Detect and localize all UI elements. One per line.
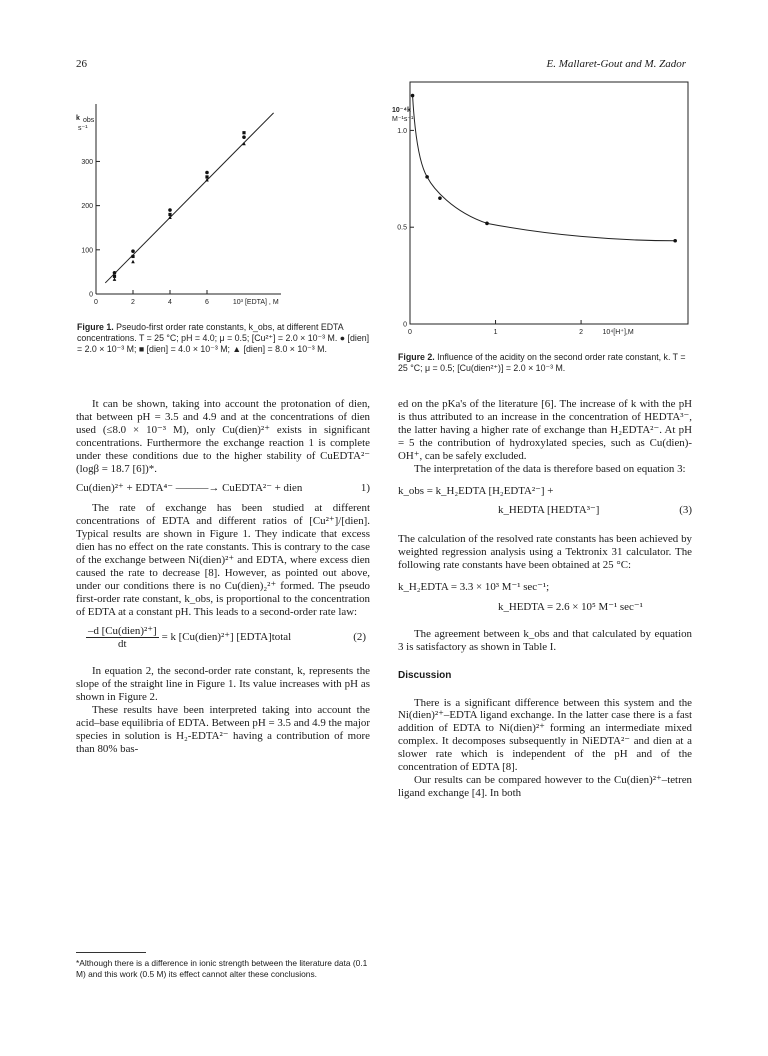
figure-1-caption-text: Pseudo-first order rate constants, k_obs, at different EDTA concentrations. T = 25 °C; pH = 4.0; μ = 0.5; [Cu²⁺] = 2.0 × 10⁻³ M. ● [dien] = 2.0 × 10⁻³ M; ■ [dien] = 4.0 × 10⁻³ M; ▲ [dien] = 8.0 × 10⁻³ M. (77, 322, 370, 354)
data-point (411, 94, 415, 98)
page-number: 26 (76, 58, 87, 70)
x-tick-label: 6 (205, 299, 209, 306)
data-point-circle (205, 171, 209, 175)
y-tick-label: 1.0 (397, 127, 407, 135)
equation-1-arrow: ———→ (175, 482, 220, 495)
y-axis-unit: s⁻¹ (78, 125, 88, 132)
x-tick-label: 0 (408, 329, 412, 336)
equation-3-number: (3) (679, 504, 692, 517)
x-tick-label: 1 (493, 329, 498, 336)
figure-1-caption (77, 322, 371, 355)
data-point-circle (242, 135, 246, 139)
data-point (425, 175, 429, 179)
left-paragraph-2: The rate of exchange has been studied at different concentrations of EDTA and different ratios of [Cu²⁺]/[dien]. Typical results are shown in Figure 1. They indicate that excess dien has no effect on the rate constants. This is contrary to the case of the exchange between Ni(dien)²⁺ and EDTA, where excess dien caused the rate to decrease [8]. However, as pointed out above, under our conditions there is no Cu(dien)₂²⁺ formed. The pseudo first-order rate constant, k_obs, is proportional to the concentration of EDTA at a constant pH. This leads to a second-order rate law: (76, 502, 370, 618)
figure-2 (388, 78, 693, 348)
series-curve (413, 96, 676, 241)
y-axis-unit: M⁻¹s⁻¹ (392, 116, 414, 123)
right-paragraph-4: The agreement between k_obs and that calculated by equation 3 is satisfactory as shown in Table I. (398, 627, 692, 653)
y-axis-label: k (76, 115, 80, 122)
y-tick-label: 0 (89, 291, 93, 299)
data-point (438, 196, 442, 200)
data-point (673, 239, 677, 243)
right-paragraph-6: Our results can be compared however to the Cu(dien)²⁺–tetren ligand exchange [4]. In both (398, 773, 692, 799)
x-axis-label: 10⁴[H⁺],M (602, 329, 634, 336)
equation-1-number: 1) (360, 482, 370, 495)
footnote-rule (76, 952, 146, 953)
figure-1 (70, 98, 300, 318)
y-axis-label: 10⁻⁴k (392, 107, 411, 114)
rate-constant-2: k_HEDTA = 2.6 × 10⁵ M⁻¹ sec⁻¹ (498, 600, 643, 613)
equation-3-line-2: k_HEDTA [HEDTA³⁻] (498, 504, 600, 517)
x-tick-label: 2 (579, 329, 584, 336)
y-axis-label-sub: obs (83, 117, 95, 124)
left-paragraph-4: These results have been interpreted taking into account the acid–base equilibria of EDTA. Between pH = 3.5 and 4.9 the major species in solution is H₂-EDTA²⁻ having a contribution of more than 80% bas- (76, 704, 370, 755)
data-point-triangle (113, 277, 117, 281)
equation-3-line-1: k_obs = k_H₂EDTA [H₂EDTA²⁻] + (398, 485, 554, 498)
left-paragraph-1: It can be shown, taking into account the protonation of dien, that between pH = 3.5 and 4.9 and at the concentrations of dien used (≤8.0 × 10⁻³ M), only Cu(dien)²⁺ exists in significant concentrations. Furthermore the exchange reaction 1 is complete under these conditions due to the higher stability of CuEDTA²⁻ (logβ = 18.7 [6])*. (76, 398, 370, 475)
right-paragraph-3: The calculation of the resolved rate constants has been achieved by weighted regression analysis using a Tektronix 31 calculator. The following rate constants have been obtained at 25 °C: (398, 533, 692, 572)
x-tick-label: 2 (131, 299, 135, 306)
y-tick-label: 0 (403, 321, 407, 329)
data-point-circle (113, 271, 117, 275)
data-point-circle (168, 208, 172, 212)
data-point-triangle (131, 260, 135, 264)
data-point (485, 222, 489, 226)
equation-2-right: = k [Cu(dien)²⁺] [EDTA]total (161, 631, 292, 644)
data-point-circle (131, 249, 135, 253)
fit-line (105, 113, 273, 283)
right-paragraph-1: ed on the pKa's of the literature [6]. The increase of k with the pH is thus attributed to an increase in the concentration of HEDTA³⁻, the latter having a higher rate of exchange than H₂EDTA²⁻. At pH = 5 the contribution of hydroxylated species, such as Cu(dien)-OH⁺, can be safely excluded. (398, 398, 692, 462)
equation-2-number: (2) (353, 631, 366, 644)
equation-2-denominator: dt (118, 638, 127, 651)
left-paragraph-3: In equation 2, the second-order rate constant, k, represents the slope of the straight line in Figure 1. Its value increases with pH as shown in Figure 2. (76, 665, 370, 704)
figure-1-caption-title: Figure 1. (77, 322, 114, 332)
figure-2-caption (398, 352, 690, 374)
right-paragraph-2: The interpretation of the data is therefore based on equation 3: (414, 462, 686, 475)
figure-2-caption-text: Influence of the acidity on the second order rate constant, k. T = 25 °C; μ = 0.5; [Cu(dien²⁺)] = 2.0 × 10⁻³ M. (398, 352, 686, 373)
equation-3 (398, 485, 692, 517)
data-point-square (131, 255, 134, 258)
y-tick-label: 0.5 (397, 224, 407, 232)
right-column (398, 398, 692, 800)
equation-1-products: CuEDTA²⁻ + dien (222, 482, 303, 495)
rate-constant-1: k_H₂EDTA = 3.3 × 10³ M⁻¹ sec⁻¹; (398, 580, 550, 593)
data-point-square (242, 131, 245, 134)
x-axis-label: 10³ [EDTA] , M (232, 299, 279, 306)
footnote: *Although there is a difference in ionic strength between the literature data (0.1 M) and this work (0.5 M) its effect cannot alter these conclusions. (76, 958, 368, 979)
right-paragraph-5: There is a significant difference between this system and the Ni(dien)²⁺–EDTA ligand exchange. In the latter case there is a fast addition of EDTA to Ni(dien)²⁺ forming an intermediate mixed complex. It decomposes subsequently in NiEDTA²⁻ and dien at a slower rate which is independent of the pH and of the concentration of EDTA [8]. (398, 696, 692, 774)
y-tick-label: 100 (81, 247, 93, 255)
plot-frame (410, 82, 688, 324)
equation-2 (86, 625, 370, 652)
figure-2-chart (388, 78, 693, 348)
figure-2-caption-title: Figure 2. (398, 352, 435, 362)
x-tick-label: 4 (168, 299, 172, 306)
left-column (76, 398, 370, 756)
y-tick-label: 300 (81, 158, 93, 166)
y-tick-label: 200 (81, 203, 93, 211)
figure-1-chart (70, 98, 300, 318)
equation-1 (76, 482, 370, 495)
running-header-authors: E. Mallaret-Gout and M. Zador (546, 58, 686, 70)
section-heading-discussion: Discussion (398, 669, 452, 681)
x-tick-label: 0 (94, 299, 98, 306)
equation-2-numerator: –d [Cu(dien)²⁺] (88, 624, 157, 637)
equation-1-reactants: Cu(dien)²⁺ + EDTA⁴⁻ (76, 482, 174, 495)
